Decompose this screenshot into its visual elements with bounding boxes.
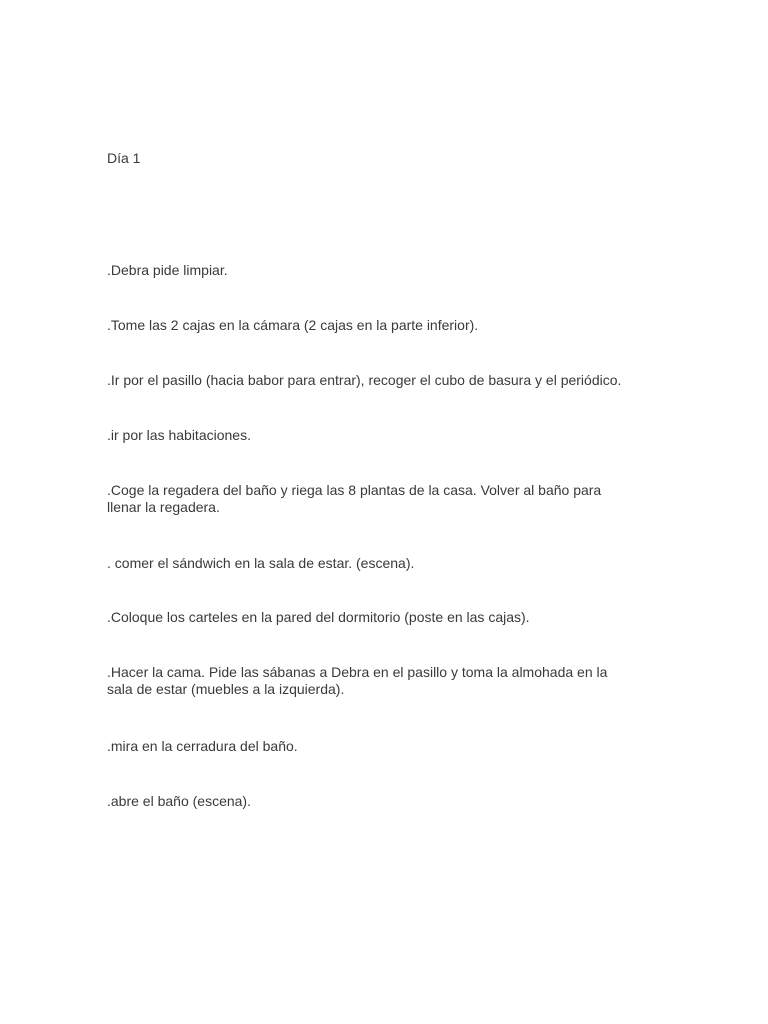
step-paragraph [107, 609, 530, 626]
step-paragraph [107, 262, 228, 279]
step-line: .abre el baño (escena). [107, 793, 251, 809]
step-paragraph [107, 738, 298, 755]
step-paragraph [107, 427, 251, 444]
step-line: .Coloque los carteles en la pared del dormitorio (poste en las cajas). [107, 609, 530, 625]
step-line: .mira en la cerradura del baño. [107, 738, 298, 754]
step-paragraph [107, 482, 601, 516]
step-line: .ir por las habitaciones. [107, 427, 251, 443]
step-line: . comer el sándwich en la sala de estar. (escena). [107, 555, 415, 571]
step-line: sala de estar (muebles a la izquierda). [107, 681, 345, 697]
step-paragraph [107, 664, 607, 698]
step-line: .Hacer la cama. Pide las sábanas a Debra en el pasillo y toma la almohada en la [107, 664, 608, 680]
step-paragraph [107, 372, 621, 389]
document-title: Día 1 [107, 150, 141, 166]
step-line: .Ir por el pasillo (hacia babor para entrar), recoger el cubo de basura y el periódico. [107, 372, 622, 388]
step-paragraph [107, 555, 414, 572]
step-line: llenar la regadera. [107, 499, 220, 515]
step-paragraph [107, 317, 478, 334]
step-paragraph [107, 793, 251, 810]
step-line: .Tome las 2 cajas en la cámara (2 cajas en la parte inferior). [107, 317, 479, 333]
step-line: .Coge la regadera del baño y riega las 8 plantas de la casa. Volver al baño para [107, 482, 602, 498]
step-line: .Debra pide limpiar. [107, 262, 228, 278]
